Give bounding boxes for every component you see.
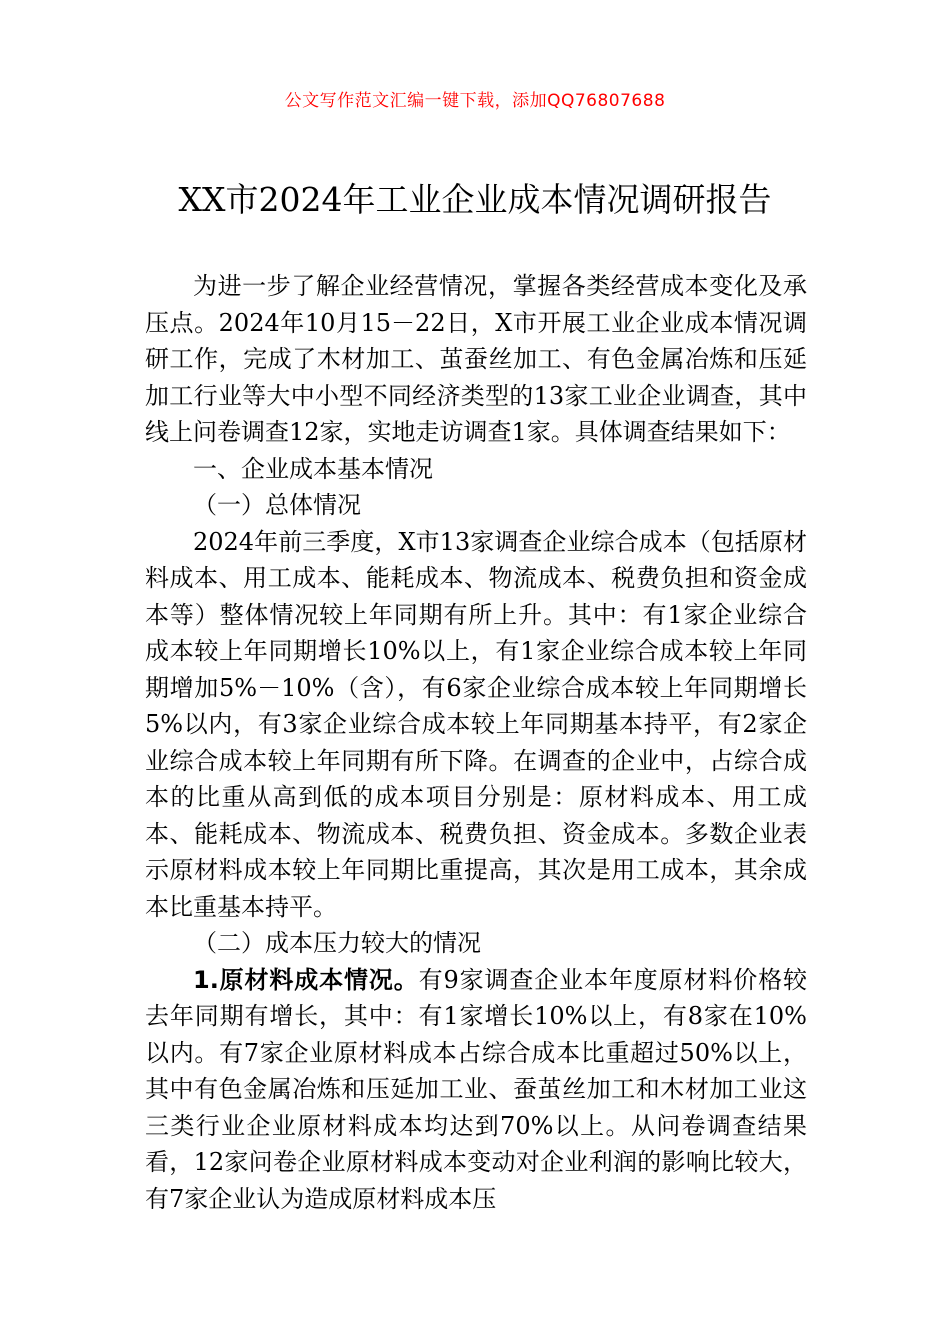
paragraph-material-lead: 1.原材料成本情况。 xyxy=(193,965,419,994)
document-title: XX市2024年工业企业成本情况调研报告 xyxy=(178,180,772,219)
subsection-heading-1-2: （二）成本压力较大的情况 xyxy=(193,929,481,957)
paragraph-material-text: 有9家调查企业本年度原材料价格较去年同期有增长，其中：有1家增长10%以上，有8家在10%以内。有7家企业原材料成本占综合成本比重超过50%以上，其中有色金属冶炼和压延加工业、蚕茧丝加工和木材加工业这三类行业企业原材料成本均达到70%以上。从问卷调查结果看，12家问卷企业原材料成本变动对企业利润的影响比较大，有7家企业认为造成原材料成本压 xyxy=(145,965,807,1213)
paragraph-overall: 2024年前三季度，X市13家调查企业综合成本（包括原材料成本、用工成本、能耗成本、物流成本、税费负担和资金成本等）整体情况较上年同期有所上升。其中：有1家企业综合成本较上年同期增长10%以上，有1家企业综合成本较上年同期增加5%－10%（含），有6家企业综合成本较上年同期增长5%以内，有3家企业综合成本较上年同期基本持平，有2家企业综合成本较上年同期有所下降。在调查的企业中，占综合成本的比重从高到低的成本项目分别是：原材料成本、用工成本、能耗成本、物流成本、税费负担、资金成本。多数企业表示原材料成本较上年同期比重提高，其次是用工成本，其余成本比重基本持平。 xyxy=(145,527,807,921)
paragraph-intro: 为进一步了解企业经营情况，掌握各类经营成本变化及承压点。2024年10月15－22日，X市开展工业企业成本情况调研工作，完成了木材加工、茧蚕丝加工、有色金属冶炼和压延加工行业等大中小型不同经济类型的13家工业企业调查，其中线上问卷调查12家，实地走访调查1家。具体调查结果如下： xyxy=(145,272,807,446)
header-note: 公文写作范文汇编一键下载，添加QQ76807688 xyxy=(284,91,666,111)
subsection-heading-1-1: （一）总体情况 xyxy=(193,491,361,519)
paragraph-material xyxy=(145,962,807,1218)
document-body xyxy=(145,268,807,1217)
section-heading-1: 一、企业成本基本情况 xyxy=(193,454,433,483)
